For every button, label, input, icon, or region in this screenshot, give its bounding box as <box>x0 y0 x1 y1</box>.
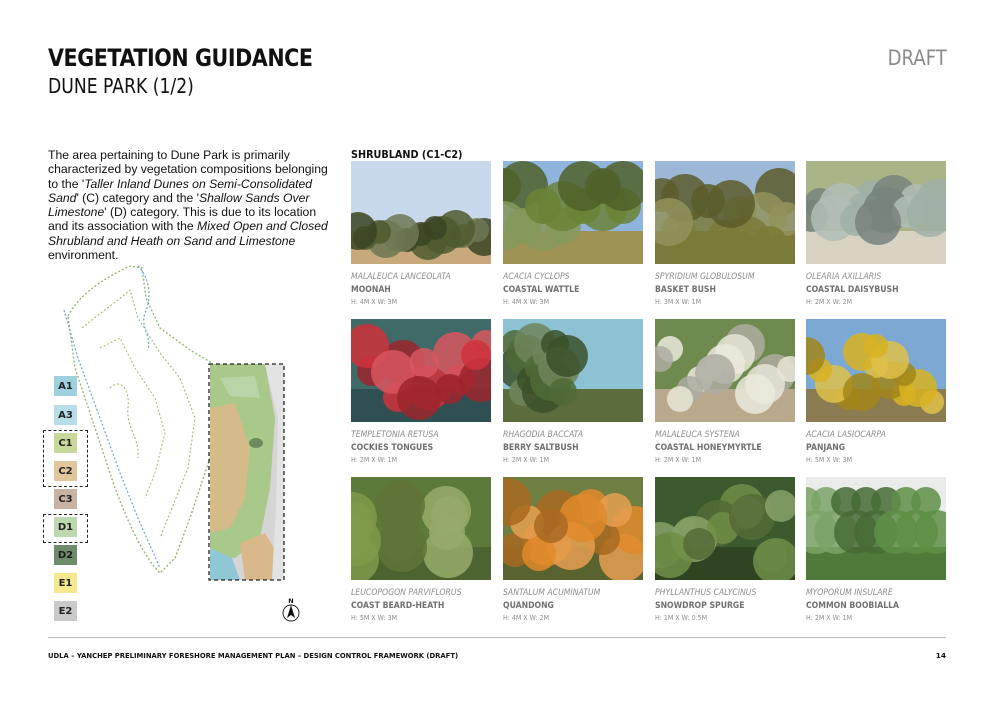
plant-common-name: COCKIES TONGUES <box>351 443 434 453</box>
plant-card <box>503 319 643 464</box>
plant-card <box>655 319 795 464</box>
north-arrow-icon <box>281 596 301 624</box>
plant-size: H: 1M X W: 0.5M <box>655 614 708 622</box>
plant-photo <box>351 161 491 264</box>
plant-size: H: 2M X W: 2M <box>806 298 853 306</box>
plant-photo <box>806 477 946 580</box>
map-zone-dark <box>249 438 263 448</box>
footer-rule <box>48 637 946 638</box>
plant-common-name: COAST BEARD-HEATH <box>351 601 445 611</box>
plant-size: H: 4M X W: 3M <box>503 298 550 306</box>
plant-card <box>351 477 491 622</box>
intro-text-2: ' (C) category and the ' <box>76 190 199 205</box>
plant-card <box>806 477 946 622</box>
plant-scientific-name: PHYLLANTHUS CALYCINUS <box>655 588 757 598</box>
plant-card <box>806 161 946 306</box>
plant-photo <box>806 319 946 422</box>
plant-photo <box>503 319 643 422</box>
plant-size: H: 2M X W: 1M <box>503 456 550 464</box>
plant-scientific-name: ACACIA LASIOCARPA <box>806 430 886 440</box>
plant-common-name: BASKET BUSH <box>655 285 716 295</box>
plant-photo <box>351 319 491 422</box>
page-title: VEGETATION GUIDANCE <box>48 44 313 72</box>
page-subtitle: DUNE PARK (1/2) <box>48 74 194 98</box>
plant-common-name: MOONAH <box>351 285 391 295</box>
plant-common-name: SNOWDROP SPURGE <box>655 601 745 611</box>
plant-photo <box>655 477 795 580</box>
plant-common-name: QUANDONG <box>503 601 554 611</box>
plant-scientific-name: SPYRIDIUM GLOBULOSUM <box>655 272 755 282</box>
plant-card <box>655 161 795 306</box>
coastline <box>64 310 160 568</box>
plant-card <box>503 477 643 622</box>
legend-item-c2: C2 <box>54 461 77 481</box>
plant-size: H: 4M X W: 3M <box>351 298 398 306</box>
plant-photo <box>503 477 643 580</box>
legend-item-e1: E1 <box>54 573 77 593</box>
plant-common-name: COASTAL WATTLE <box>503 285 580 295</box>
plant-size: H: 4M X W: 2M <box>503 614 550 622</box>
plant-photo <box>351 477 491 580</box>
plant-scientific-name: ACACIA CYCLOPS <box>503 272 570 282</box>
plant-scientific-name: OLEARIA AXILLARIS <box>806 272 882 282</box>
plant-card <box>503 161 643 306</box>
plant-common-name: BERRY SALTBUSH <box>503 443 579 453</box>
plant-scientific-name: MALALEUCA SYSTENA <box>655 430 740 440</box>
plant-common-name: COASTAL DAISYBUSH <box>806 285 899 295</box>
plant-scientific-name: MALALEUCA LANCEOLATA <box>351 272 451 282</box>
intro-text-3: ' (D) category. This is due to its location and its association with the <box>48 205 317 234</box>
legend-item-a1: A1 <box>54 376 77 396</box>
intro-emphasis-1: Taller Inland Dunes on Semi-Consolidated Sand <box>48 176 313 205</box>
intro-emphasis-2: Shallow Sands Over Limestone <box>48 190 310 220</box>
plant-photo <box>503 161 643 264</box>
intro-paragraph <box>48 148 332 262</box>
plant-size: H: 5M X W: 3M <box>351 614 398 622</box>
legend-item-d2: D2 <box>54 545 77 565</box>
intro-emphasis-3: Mixed Open and Closed Shrubland and Heath on Sand and Limestone <box>48 219 328 248</box>
plant-card <box>655 477 795 622</box>
plant-common-name: PANJANG <box>806 443 846 453</box>
plant-scientific-name: LEUCOPOGON PARVIFLORUS <box>351 588 462 598</box>
draft-label: DRAFT <box>887 46 947 70</box>
plant-common-name: COASTAL HONEYMYRTLE <box>655 443 762 453</box>
plant-card <box>351 161 491 306</box>
plant-photo <box>655 161 795 264</box>
plant-photo <box>806 161 946 264</box>
site-map <box>60 258 290 586</box>
section-heading: SHRUBLAND (C1-C2) <box>351 148 463 161</box>
plant-photo <box>655 319 795 422</box>
legend-item-c3: C3 <box>54 489 77 509</box>
site-boundary <box>68 266 220 573</box>
legend-item-c1: C1 <box>54 433 77 453</box>
plant-scientific-name: MYOPORUM INSULARE <box>806 588 893 598</box>
plant-size: H: 3M X W: 1M <box>655 298 702 306</box>
plant-size: H: 2M X W: 1M <box>351 456 398 464</box>
legend-item-e2: E2 <box>54 601 77 621</box>
plant-scientific-name: RHAGODIA BACCATA <box>503 430 583 440</box>
legend-item-d1: D1 <box>54 517 77 537</box>
footer-text: UDLA – YANCHEP PRELIMINARY FORESHORE MANAGEMENT PLAN – DESIGN CONTROL FRAMEWORK (DRAFT) <box>48 651 459 660</box>
plant-size: H: 5M X W: 3M <box>806 456 853 464</box>
plant-common-name: COMMON BOOBIALLA <box>806 601 900 611</box>
plant-card <box>351 319 491 464</box>
plant-scientific-name: SANTALUM ACUMINATUM <box>503 588 601 598</box>
plant-scientific-name: TEMPLETONIA RETUSA <box>351 430 439 440</box>
plant-size: H: 2M X W: 1M <box>655 456 702 464</box>
plant-card <box>806 319 946 464</box>
page-number: 14 <box>935 651 946 660</box>
legend-item-a3: A3 <box>54 405 77 425</box>
plant-size: H: 2M X W: 1M <box>806 614 853 622</box>
intro-text-1: The area pertaining to Dune Park is primarily characterized by vegetation compositions belonging to the ' <box>48 148 328 191</box>
intro-text-4: environment. <box>48 248 119 263</box>
north-label: N <box>288 597 294 605</box>
